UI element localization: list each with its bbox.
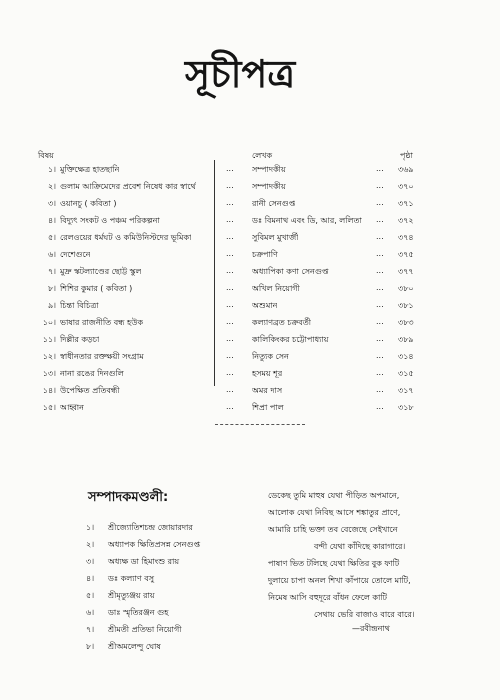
leader-dots: ...	[226, 334, 234, 343]
leader-dots: ...	[226, 198, 234, 207]
leader-dots: ...	[226, 351, 234, 360]
entry-number: ১।	[47, 165, 56, 174]
leader-dots: ...	[226, 164, 234, 173]
entry-subject: বিদ্যুৎ সংকট ও পঞ্চম পরিকল্পনা	[60, 216, 160, 225]
leader-dots: ...	[226, 215, 234, 224]
entry-subject: শিশির কুমার ( কবিতা )	[60, 284, 133, 293]
entry-author: শিপ্রা পাল	[252, 403, 284, 412]
leader-dots: ...	[226, 317, 234, 326]
leader-dots: ...	[226, 181, 234, 190]
entry-number: ৯।	[47, 301, 56, 310]
editorial-board-title: সম্পাদকমণ্ডলী:	[88, 490, 169, 505]
leader-dots: ...	[226, 283, 234, 292]
leader-dots: ...	[376, 368, 384, 377]
toc-row	[36, 317, 426, 330]
poem-line: আমারি চাহি ভক্তা তব বেজেছে সেইখানে	[268, 525, 398, 534]
toc-row	[36, 164, 426, 177]
toc-row	[36, 198, 426, 211]
toc-row	[36, 283, 426, 296]
entry-author: অখিল নিয়োগী	[252, 284, 300, 293]
entry-subject: উপেক্ষিত প্রতিবন্ধী	[60, 386, 120, 395]
poem-line: পাষাণ ভিত টলিছে যেথা ক্ষিতির বুক ফাটি	[268, 559, 400, 568]
entry-number: ৩।	[47, 199, 56, 208]
toc-row	[36, 266, 426, 279]
leader-dots: ...	[376, 181, 384, 190]
editor-item	[86, 624, 182, 637]
entry-author: অমর দাস	[252, 386, 283, 395]
entry-author: চক্রপাণি	[252, 250, 278, 259]
entry-page: ৩৮৯	[398, 335, 414, 344]
leader-dots: ...	[376, 317, 384, 326]
poem-line: বন্দী যেথা কাঁদিছে কারাগারে।	[314, 542, 406, 551]
editor-name: অধ্যাপক ক্ষিতিপ্রসন্ন সেনগুপ্ত	[108, 540, 201, 549]
poem-line: নিমেষ আসি বহুদূরে বাঁধন ফেলে কাটি	[268, 593, 387, 602]
leader-dots: ...	[376, 266, 384, 275]
entry-number: ১৩।	[42, 369, 56, 378]
toc-row	[36, 368, 426, 381]
section-separator	[215, 424, 305, 425]
editor-number: ১।	[86, 523, 95, 532]
leader-dots: ...	[376, 385, 384, 394]
editor-number: ৭।	[86, 625, 95, 634]
editor-name: শ্রীমতী প্রতিভা নিয়োগী	[108, 625, 182, 634]
entry-subject: ওয়ানচু ( কবিতা )	[60, 199, 117, 208]
editor-item	[86, 573, 154, 586]
entry-author: অধ্যাপিকা কণা সেনগুপ্ত	[252, 267, 329, 276]
entry-author: সুবিমল মুখার্জী	[252, 233, 299, 242]
toc-row	[36, 232, 426, 245]
leader-dots: ...	[226, 402, 234, 411]
editor-number: ৪।	[86, 574, 95, 583]
entry-author: নিত্যুক সেন	[252, 352, 289, 361]
entry-page: ৩৮০	[398, 284, 414, 293]
entry-number: ১১।	[42, 335, 56, 344]
toc-row	[36, 334, 426, 347]
editor-number: ৩।	[86, 557, 95, 566]
entry-number: ২।	[47, 182, 56, 191]
entry-subject: ভাষার রাজনীতি বন্ধ হউক	[60, 318, 144, 327]
entry-number: ৬।	[47, 250, 56, 259]
editor-item	[86, 590, 155, 603]
leader-dots: ...	[226, 368, 234, 377]
poem-line: ডেকেছ তুমি মাহুষ যেথা পীড়িত অপমানে,	[268, 491, 400, 500]
entry-page: ৩১৪	[398, 352, 414, 361]
entry-page: ৩১৮	[398, 403, 414, 412]
entry-number: ১০।	[42, 318, 56, 327]
toc-row	[36, 385, 426, 398]
entry-number: ১২।	[42, 352, 56, 361]
editor-number: ৬।	[86, 608, 95, 617]
entry-author: সম্পাদকীয়	[252, 165, 286, 174]
editor-number: ২।	[86, 540, 95, 549]
entry-subject: নানা রঙের দিনগুলি	[60, 369, 124, 378]
page-title: সূচীপত্র	[185, 51, 296, 96]
toc-row	[36, 402, 426, 415]
leader-dots: ...	[376, 249, 384, 258]
entry-page: ৩৭৭	[398, 267, 414, 276]
entry-page: ৩১৫	[398, 369, 414, 378]
author-header: লেখক	[252, 151, 273, 160]
leader-dots: ...	[376, 351, 384, 360]
entry-page: ৩৭১	[398, 199, 414, 208]
entry-subject: চিন্তা বিচিত্রা	[60, 301, 99, 310]
entry-number: ১৪।	[42, 386, 56, 395]
entry-author: হসময় শূর	[252, 369, 283, 378]
entry-author: অশুমান	[252, 301, 278, 310]
entry-subject: রেলওয়ের ধর্মঘট ও কমিউনিস্টদের ভূমিকা	[60, 233, 192, 242]
entry-subject: দেশেগুনে	[60, 250, 91, 259]
leader-dots: ...	[376, 334, 384, 343]
editor-name: শ্রীমৃত্যুঞ্জয় রায়	[108, 591, 155, 600]
entry-number: ৮।	[47, 284, 56, 293]
toc-row	[36, 351, 426, 364]
poem-line: সেথায় ভেরি বাজাও বারে বারে।	[314, 610, 415, 619]
editor-name: অধ্যক্ষ ডা হিমাংশু রায়	[108, 557, 180, 566]
leader-dots: ...	[226, 300, 234, 309]
entry-author: সম্পাদকীয়	[252, 182, 286, 191]
entry-page: ৩৭০	[398, 182, 414, 191]
editor-name: ডাঃ স্মৃতিরঞ্জন গুহ	[108, 608, 169, 617]
editor-item	[86, 556, 179, 569]
entry-author: কল্যাণব্রত চক্রবর্তী	[252, 318, 312, 327]
entry-page: ৩৮৩	[398, 318, 414, 327]
entry-page: ৩৮১	[398, 301, 414, 310]
leader-dots: ...	[376, 232, 384, 241]
entry-number: ৭।	[47, 267, 56, 276]
subject-header: বিষয়	[38, 151, 54, 160]
leader-dots: ...	[226, 266, 234, 275]
poem-signature: —রবীন্দ্রনাথ	[352, 624, 390, 633]
poem-line: দুলায়ে চাপা অনল শিখা কাঁপায়ে তোলে মাটি,	[268, 576, 411, 585]
poem-line: আলোক যেথা নিবিছ আসে শঙ্কাতুর প্রাণে,	[268, 508, 401, 517]
leader-dots: ...	[376, 283, 384, 292]
leader-dots: ...	[376, 215, 384, 224]
leader-dots: ...	[376, 402, 384, 411]
entry-subject: দিল্লীর কড়চা	[60, 335, 100, 344]
leader-dots: ...	[226, 232, 234, 241]
entry-number: ৫।	[47, 233, 56, 242]
leader-dots: ...	[376, 164, 384, 173]
toc-row	[36, 181, 426, 194]
leader-dots: ...	[376, 198, 384, 207]
entry-page: ৩৭৪	[398, 233, 414, 242]
toc-row	[36, 249, 426, 262]
entry-number: ১৫।	[42, 403, 56, 412]
page-header: পৃষ্ঠা	[400, 151, 413, 160]
editor-item	[86, 539, 200, 552]
leader-dots: ...	[376, 300, 384, 309]
entry-page: ৩৭৫	[398, 250, 414, 259]
editor-name: ডঃ কল্যাণ বসু	[108, 574, 155, 583]
editor-name: শ্রীজ্যোতিশচন্দ্র জোয়ারদার	[108, 523, 193, 532]
editor-name: শ্রীঅমলেন্দু ঘোষ	[108, 642, 161, 651]
editor-item	[86, 641, 161, 654]
leader-dots: ...	[226, 249, 234, 258]
editor-item	[86, 607, 168, 620]
entry-subject: গুলাম আক্রিমেদের প্রবেশ নিষেধ কার স্বার্থে	[60, 182, 196, 191]
entry-subject: আহ্বান	[60, 403, 84, 412]
entry-page: ৩১৭	[398, 386, 414, 395]
entry-subject: মুদ্রু স্কটল্যাণ্ডের ছোট্ট স্কুল	[60, 267, 142, 276]
poem	[268, 490, 488, 626]
toc-row	[36, 215, 426, 228]
editor-item	[86, 522, 193, 535]
editor-number: ৮।	[86, 642, 95, 651]
toc-row	[36, 300, 426, 313]
entry-author: ডঃ বিমনাথ এবং ডি, আর, ললিতা	[252, 216, 362, 225]
editor-number: ৫।	[86, 591, 95, 600]
entry-subject: মুক্তিক্ষেত্র হাতছানি	[60, 165, 120, 174]
entry-number: ৪।	[47, 216, 56, 225]
entry-subject: স্বাধীনতার রক্তক্ষয়ী সংগ্রাম	[60, 352, 144, 361]
entry-page: ৩৬৯	[398, 165, 414, 174]
entry-page: ৩৭২	[398, 216, 414, 225]
leader-dots: ...	[226, 385, 234, 394]
entry-author: রানী সেনগুপ্ত	[252, 199, 296, 208]
entry-author: কালিকিংকর চট্টোপাধ্যায়	[252, 335, 329, 344]
